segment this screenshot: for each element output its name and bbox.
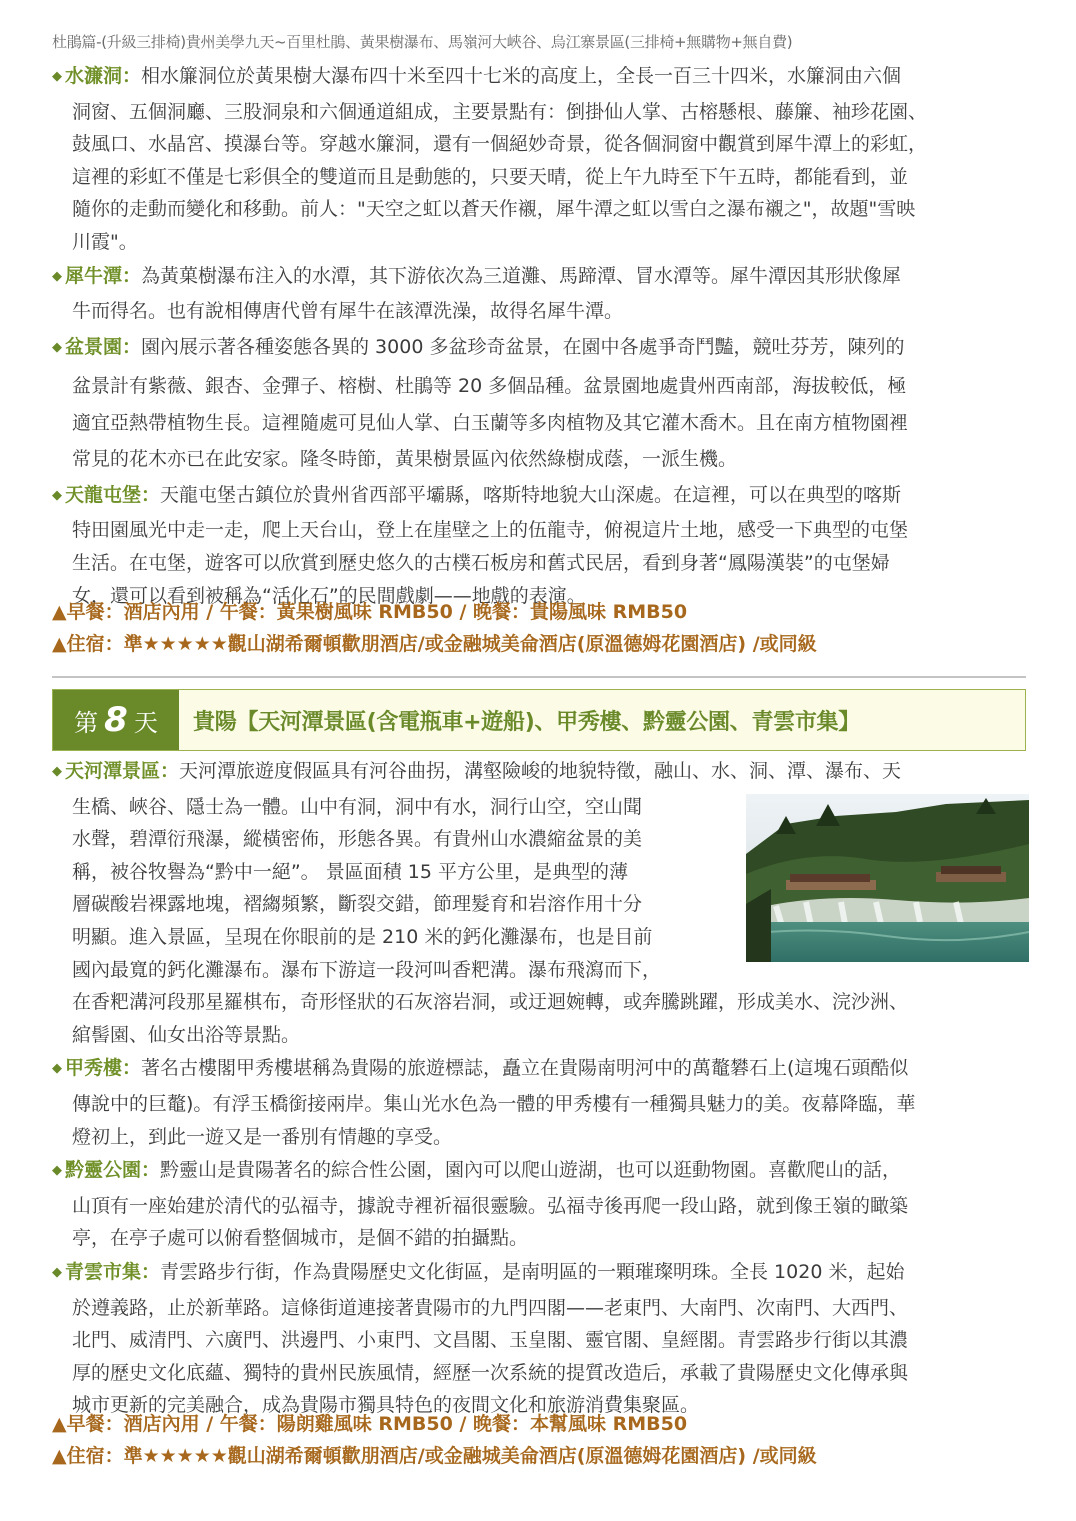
text-line: 稱，被谷牧譽為“黔中一絕”。 景區面積 15 平方公里，是典型的薄 [72,860,628,883]
attraction-term: 犀牛潭： [65,264,142,287]
text-line: 厚的歷史文化底蘊、獨特的貴州民族風情，經歷一次系統的提質改造后，承載了貴陽歷史文化傳承與 [72,1361,909,1384]
text-line: 北門、威清門、六廣門、洪邊門、小東門、文昌閣、玉皇閣、靈官閣、皇經閣。青雲路步行街以其濃 [72,1329,909,1352]
attraction-term: 天龍屯堡： [65,483,161,506]
day8-header [52,689,1026,751]
day-title: 貴陽【天河潭景區(含電瓶車+遊船)、甲秀樓、黔靈公園、青雲市集】 [193,709,860,735]
diamond-bullet-icon: ◆ [52,1163,62,1179]
text-line: 國內最寬的鈣化灘瀑布。瀑布下游這一段河叫香粑溝。瀑布飛瀉而下， [72,958,662,981]
text-line: 青雲路步行街，作為貴陽歷史文化街區，是南明區的一顆璀璨明珠。全長 1020 米，起始 [160,1260,905,1283]
text-line: 在香粑溝河段那星羅棋布，奇形怪狀的石灰溶岩洞，或迂迴婉轉，或奔騰跳躍，形成美水、浣沙洲、 [72,991,909,1014]
text-line: 水聲，碧潭衍飛瀑，縱橫密佈，形態各異。有貴州山水濃縮盆景的美 [72,828,643,851]
diamond-bullet-icon: ◆ [52,764,62,779]
day-suffix: 天 [133,708,158,737]
attraction-rhino-pool [52,260,1028,328]
attraction-term: 水濂洞： [65,65,142,87]
attraction-shuilian-cave [52,60,1028,259]
diamond-bullet-icon: ◆ [52,268,62,284]
text-line: 隨你的走動而變化和移動。前人："天空之虹以蒼天作襯，犀牛潭之虹以雪白之瀑布襯之"，故題"雪映 [72,198,916,221]
diamond-bullet-icon: ◆ [52,1061,62,1077]
attraction-term: 盆景園： [65,335,142,358]
text-line: 這裡的彩虹不僅是七彩俱全的雙道而且是動態的，只要天晴，從上午九時至下午五時，都能看到，並 [72,165,909,188]
text-line: 明顯。進入景區，呈現在你眼前的是 210 米的鈣化灘瀑布，也是目前 [72,925,653,948]
text-line: 特田園風光中走一走，爬上天台山，登上在崖壁之上的伍龍寺，俯視這片土地，感受一下典型的屯堡 [72,519,909,542]
text-line: 為黃菓樹瀑布注入的水潭，其下游依次為三道灘、馬蹄潭、冒水潭等。犀牛潭因其形狀像犀 [141,264,902,287]
text-line: 山頂有一座始建於清代的弘福寺，據說寺裡祈福很靈驗。弘福寺後再爬一段山路，就到像王嶺的瞰築 [72,1194,909,1217]
attraction-term: 天河潭景區： [65,760,180,782]
attraction-jiaxiu-tower [52,1052,1028,1153]
diamond-bullet-icon: ◆ [52,1264,62,1280]
waterfall-photo [746,794,1029,962]
day-number: 8 [104,700,128,740]
attraction-qianling-park [52,1154,1028,1255]
text-line: 天龍屯堡古鎮位於貴州省西部平壩縣，喀斯特地貌大山深處。在這裡，可以在典型的喀斯 [160,483,902,506]
text-line: 傳說中的巨鼇)。有浮玉橋銜接兩岸。集山光水色為一體的甲秀樓有一種獨具魅力的美。夜幕降臨，華 [72,1092,916,1115]
text-line: 天河潭旅遊度假區具有河谷曲拐，溝壑險峻的地貌特徵，融山、水、洞、潭、瀑布、天 [179,760,902,782]
attraction-term: 甲秀樓： [65,1057,142,1080]
attraction-tianlong-tunpu [52,479,1028,612]
text-line: 牛而得名。也有說相傳唐代曾有犀牛在該潭洗澡，故得名犀牛潭。 [72,300,624,323]
text-line: 亭，在亭子處可以俯看整個城市，是個不錯的拍攝點。 [72,1227,529,1250]
text-line: 適宜亞熱帶植物生長。這裡隨處可見仙人掌、白玉蘭等多肉植物及其它灌木喬木。且在南方植物園裡 [72,411,909,434]
text-line: 洞窗、五個洞廳、三股洞泉和六個通道組成，主要景點有：倒掛仙人掌、古榕懸根、藤簾、袖珍花園、 [72,100,928,123]
text-line: 生活。在屯堡，遊客可以欣賞到歷史悠久的古樸石板房和舊式民居，看到身著“鳳陽漢裝”的屯堡婦 [72,551,890,574]
day8-meals: ▲早餐：酒店內用 / 午餐：陽朗雞風味 RMB50 / 晚餐：本幫風味 RMB50 [52,1413,688,1435]
text-line: 綰髻園、仙女出浴等景點。 [72,1023,301,1046]
attraction-term: 青雲市集： [65,1260,161,1283]
text-line: 於遵義路，止於新華路。這條街道連接著貴陽市的九門四閣——老東門、大南門、次南門、大西門、 [72,1296,909,1319]
day7-hotel: ▲住宿：準★★★★★觀山湖希爾頓歡朋酒店/或金融城美侖酒店(原溫德姆花園酒店) /或同級 [52,633,817,655]
text-line: 層碳酸岩裸露地塊，褶縐頻繁，斷裂交錯，節理髮育和岩溶作用十分 [72,893,643,916]
day-prefix: 第 [74,708,99,737]
diamond-bullet-icon: ◆ [52,69,62,84]
day8-hotel: ▲住宿：準★★★★★觀山湖希爾頓歡朋酒店/或金融城美侖酒店(原溫德姆花園酒店) /或同級 [52,1445,817,1467]
section-divider [52,676,1026,678]
text-line: 川霞"。 [72,230,138,253]
text-line: 城市更新的完美融合，成為貴陽市獨具特色的夜間文化和旅游消費集聚區。 [72,1394,700,1417]
text-line: 燈初上，到此一遊又是一番別有情趣的享受。 [72,1125,453,1148]
day-number-badge [53,690,179,750]
text-line: 盆景計有紫薇、銀杏、金彈子、榕樹、杜鵑等 20 多個品種。盆景園地處貴州西南部，海拔較低，極 [72,375,907,398]
page-header: 杜鵑篇-(升級三排椅)貴州美學九天~百里杜鵑、黃果樹瀑布、馬嶺河大峽谷、烏江寨景區(三排椅+無購物+無自費) [52,33,793,51]
text-line: 常見的花木亦已在此安家。隆冬時節，黃果樹景區內依然綠樹成蔭，一派生機。 [72,448,738,471]
day7-meals: ▲早餐：酒店內用 / 午餐：黃果樹風味 RMB50 / 晚餐：貴陽風味 RMB50 [52,601,688,623]
attraction-bonsai-garden [52,329,1028,478]
diamond-bullet-icon: ◆ [52,339,62,355]
text-line: 著名古樓閣甲秀樓堪稱為貴陽的旅遊標誌，矗立在貴陽南明河中的萬鼇礬石上(這塊石頭酷似 [141,1057,909,1080]
attraction-qingyun-market [52,1256,1028,1422]
attraction-term: 黔靈公園： [65,1159,161,1182]
text-line: 黔靈山是貴陽著名的綜合性公園，園內可以爬山遊湖，也可以逛動物園。喜歡爬山的話， [160,1159,902,1182]
text-line: 女，還可以看到被稱為“活化石”的民間戲劇——地戲的表演。 [72,584,586,607]
day7-attractions [52,60,1028,612]
text-line: 生橋、峽谷、隱士為一體。山中有洞，洞中有水，洞行山空，空山聞 [72,795,643,818]
text-line: 相水簾洞位於黃果樹大瀑布四十米至四十七米的高度上，全長一百三十四米，水簾洞由六個 [141,65,902,87]
text-line: 鼓風口、水晶宮、摸瀑台等。穿越水簾洞，還有一個絕妙奇景，從各個洞窗中觀賞到犀牛潭上的彩虹， [72,133,928,156]
text-line: 園內展示著各種姿態各異的 3000 多盆珍奇盆景，在園中各處爭奇鬥豔，競吐芬芳，陳列的 [141,335,905,358]
diamond-bullet-icon: ◆ [52,487,62,503]
